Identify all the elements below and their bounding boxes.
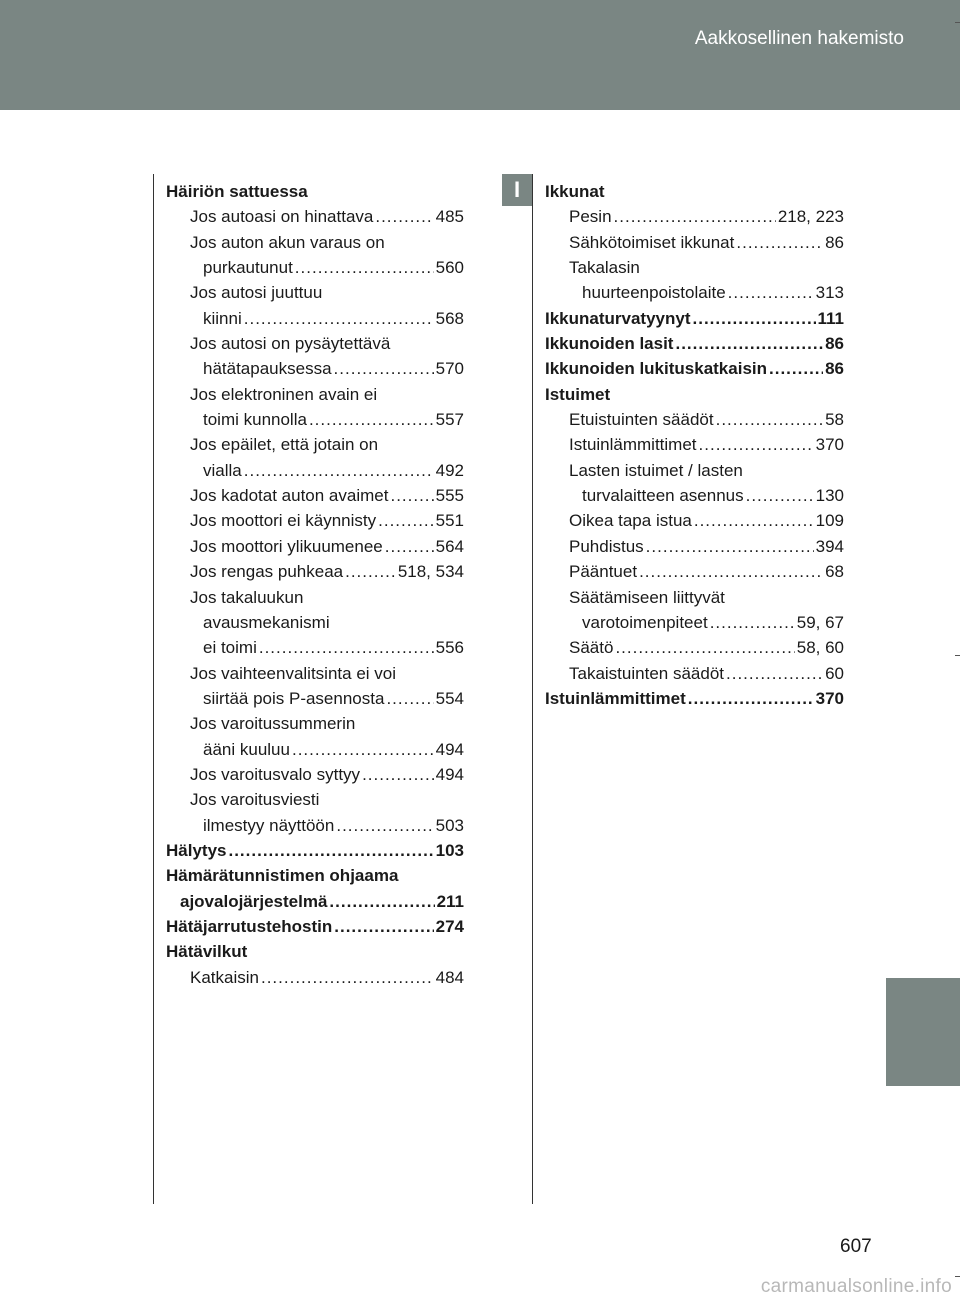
- index-entry-term: avausmekanismi: [203, 612, 330, 632]
- dot-leader: [726, 661, 823, 686]
- index-entry: [545, 610, 844, 635]
- index-entry: [545, 534, 844, 559]
- index-entry: [545, 483, 844, 508]
- index-entry: [166, 635, 464, 660]
- index-entry-term: Jos moottori ei käynnisty: [190, 511, 377, 531]
- index-entry: [545, 331, 844, 356]
- index-entry: [166, 559, 464, 584]
- crop-mark: [955, 655, 960, 656]
- dot-leader: [688, 686, 814, 711]
- index-entry-page: 58: [825, 410, 844, 430]
- index-entry-term: Jos vaihteenvalitsinta ei voi: [190, 663, 397, 683]
- dot-leader: [261, 965, 434, 990]
- dot-leader: [675, 331, 823, 356]
- dot-leader: [362, 762, 434, 787]
- index-entry-page: 111: [817, 308, 844, 328]
- index-entry-page: 518, 534: [397, 562, 464, 582]
- index-entry-term: Pääntuet: [569, 562, 638, 582]
- index-entry: [545, 458, 844, 483]
- index-entry: [545, 432, 844, 457]
- index-entry-page: 494: [435, 739, 464, 759]
- index-entry-term: Jos autoasi on hinattava: [190, 207, 374, 227]
- dot-leader: [345, 559, 396, 584]
- index-entry: [166, 458, 464, 483]
- dot-leader: [769, 356, 823, 381]
- index-entry: [166, 914, 464, 939]
- page-number: 607: [840, 1236, 872, 1257]
- index-entry: [166, 432, 464, 457]
- index-entry-page: 109: [815, 511, 844, 531]
- index-entry: [545, 585, 844, 610]
- index-entry-term: Jos takaluukun: [190, 587, 304, 607]
- index-entry-term: Ikkunoiden lasit: [545, 334, 674, 354]
- index-entry-page: 58, 60: [796, 638, 844, 658]
- dot-leader: [334, 914, 433, 939]
- index-entry: [166, 965, 464, 990]
- index-entry-term: Ikkunat: [545, 182, 605, 201]
- index-entry-term: Hämärätunnistimen ohjaama: [166, 866, 399, 886]
- index-entry-term: Istuinlämmittimet: [569, 435, 697, 455]
- index-entry: [545, 280, 844, 305]
- index-entry-term: Istuinlämmittimet: [545, 688, 686, 708]
- dot-leader: [694, 508, 814, 533]
- index-entry-page: 568: [435, 308, 464, 328]
- index-entry-page: 370: [815, 435, 844, 455]
- index-entry: [545, 382, 844, 407]
- column-rule-left: [153, 174, 154, 1204]
- index-entry-term: Jos rengas puhkeaa: [190, 562, 344, 582]
- index-entry-page: 556: [435, 638, 464, 658]
- index-entry-page: 503: [435, 815, 464, 835]
- index-entry-term: Etuistuinten säädöt: [569, 410, 714, 430]
- index-entry-page: 59, 67: [796, 612, 844, 632]
- index-entry-term: varotoimenpiteet: [582, 612, 708, 632]
- index-entry: [166, 306, 464, 331]
- index-entry-page: 492: [435, 460, 464, 480]
- index-entry: [545, 559, 844, 584]
- letter-tab: I: [502, 174, 532, 206]
- index-entry-page: 68: [825, 562, 844, 582]
- index-entry-term: Oikea tapa istua: [569, 511, 692, 531]
- index-entry: [166, 762, 464, 787]
- column-rule-middle: [532, 174, 533, 1204]
- index-entry-term: Häiriön sattuessa: [166, 182, 308, 201]
- index-entry-term: Jos auton akun varaus on: [190, 232, 385, 252]
- index-entry: [545, 204, 844, 229]
- dot-leader: [334, 356, 434, 381]
- index-entry-term: purkautunut: [203, 258, 293, 278]
- index-entry-term: ei toimi: [203, 638, 257, 658]
- dot-leader: [386, 686, 433, 711]
- index-entry: [166, 610, 464, 635]
- dot-leader: [728, 280, 814, 305]
- index-entry: [166, 331, 464, 356]
- index-entry: [166, 737, 464, 762]
- index-entry-term: Jos kadotat auton avaimet: [190, 486, 389, 506]
- index-entry-page: 555: [435, 486, 464, 506]
- index-entry-page: 554: [435, 688, 464, 708]
- dot-leader: [259, 635, 434, 660]
- index-entry-term: hätätapauksessa: [203, 359, 332, 379]
- dot-leader: [615, 635, 794, 660]
- dot-leader: [710, 610, 795, 635]
- index-entry-term: Hälytys: [166, 840, 227, 860]
- index-entry-page: 394: [815, 536, 844, 556]
- index-entry-page: 370: [815, 688, 844, 708]
- dot-leader: [375, 204, 433, 229]
- dot-leader: [614, 204, 776, 229]
- index-entry-term: huurteenpoistolaite: [582, 283, 726, 303]
- dot-leader: [228, 838, 433, 863]
- index-entry-term: ilmestyy näyttöön: [203, 815, 335, 835]
- index-entry: [166, 508, 464, 533]
- index-entry: [166, 255, 464, 280]
- index-entry-term: ääni kuuluu: [203, 739, 290, 759]
- index-entry: [545, 686, 844, 711]
- index-entry-term: vialla: [203, 460, 242, 480]
- dot-leader: [244, 458, 434, 483]
- index-entry-term: Jos epäilet, että jotain on: [190, 435, 379, 455]
- index-entry-page: 551: [435, 511, 464, 531]
- index-entry: [166, 280, 464, 305]
- index-entry: [166, 382, 464, 407]
- index-column-left: [166, 179, 464, 990]
- index-entry: [545, 179, 844, 204]
- index-entry-page: 60: [825, 663, 844, 683]
- index-entry-term: Ikkunaturvatyynyt: [545, 308, 691, 328]
- index-entry: [166, 686, 464, 711]
- index-entry: [166, 889, 464, 914]
- dot-leader: [699, 432, 814, 457]
- crop-mark: [955, 22, 960, 23]
- index-entry: [545, 635, 844, 660]
- index-entry-term: Jos autosi juuttuu: [190, 283, 323, 303]
- dot-leader: [329, 889, 434, 914]
- chapter-side-tab: [886, 978, 960, 1086]
- index-entry: [545, 661, 844, 686]
- index-entry-term: Ikkunoiden lukituskatkaisin: [545, 359, 768, 379]
- index-entry: [166, 711, 464, 736]
- watermark: carmanualsonline.info: [760, 1276, 952, 1297]
- dot-leader: [693, 306, 816, 331]
- index-entry-term: turvalaitteen asennus: [582, 486, 744, 506]
- dot-leader: [746, 483, 814, 508]
- section-title: Aakkosellinen hakemisto: [694, 28, 904, 49]
- dot-leader: [378, 508, 433, 533]
- dot-leader: [736, 230, 823, 255]
- index-entry-page: 557: [435, 410, 464, 430]
- index-entry-term: Jos autosi on pysäytettävä: [190, 334, 391, 354]
- index-entry: [166, 230, 464, 255]
- index-entry-term: Jos moottori ylikuumenee: [190, 536, 383, 556]
- index-entry: [545, 508, 844, 533]
- index-entry-page: 313: [815, 283, 844, 303]
- dot-leader: [244, 306, 434, 331]
- index-entry-page: 211: [436, 891, 464, 911]
- dot-leader: [639, 559, 823, 584]
- index-entry-page: 218, 223: [777, 207, 844, 227]
- index-entry: [166, 179, 464, 204]
- dot-leader: [292, 737, 434, 762]
- dot-leader: [716, 407, 823, 432]
- index-entry-term: Istuimet: [545, 384, 611, 404]
- index-entry: [545, 407, 844, 432]
- index-entry-page: 484: [435, 967, 464, 987]
- index-entry: [545, 356, 844, 381]
- index-entry: [166, 407, 464, 432]
- index-entry-page: 86: [825, 334, 844, 354]
- index-entry-term: Jos varoitussummerin: [190, 714, 356, 734]
- index-entry-page: 86: [825, 232, 844, 252]
- index-entry: [545, 230, 844, 255]
- index-entry-term: Takalasin: [569, 258, 640, 278]
- index-entry-page: 86: [825, 359, 844, 379]
- index-entry-page: 560: [435, 258, 464, 278]
- index-entry-term: Lasten istuimet / lasten: [569, 460, 743, 480]
- index-entry: [545, 255, 844, 280]
- header-band: [0, 0, 960, 110]
- index-entry-term: Jos varoitusviesti: [190, 790, 320, 810]
- index-entry: [166, 787, 464, 812]
- index-entry-term: Sähkötoimiset ikkunat: [569, 232, 735, 252]
- index-entry-page: 494: [435, 764, 464, 784]
- index-entry-term: Säätämiseen liittyvät: [569, 587, 725, 607]
- index-entry-term: Säätö: [569, 638, 614, 658]
- index-entry-term: siirtää pois P-asennosta: [203, 688, 385, 708]
- index-entry: [166, 585, 464, 610]
- index-entry: [166, 661, 464, 686]
- index-entry: [545, 306, 844, 331]
- index-entry-term: Takaistuinten säädöt: [569, 663, 724, 683]
- index-entry-term: Katkaisin: [190, 967, 259, 987]
- index-entry: [166, 863, 464, 888]
- index-entry-page: 103: [435, 840, 464, 860]
- index-entry-page: 485: [435, 207, 464, 227]
- dot-leader: [385, 534, 434, 559]
- index-entry-page: 564: [435, 536, 464, 556]
- index-entry: [166, 813, 464, 838]
- index-entry-page: 274: [435, 916, 464, 936]
- index-entry-term: ajovalojärjestelmä: [180, 891, 328, 911]
- index-entry: [166, 204, 464, 229]
- index-column-right: [545, 179, 844, 711]
- index-entry-page: 130: [815, 486, 844, 506]
- index-entry: [166, 483, 464, 508]
- index-entry-page: 570: [435, 359, 464, 379]
- index-entry-term: Hätävilkut: [166, 942, 248, 962]
- index-entry-term: Pesin: [569, 207, 612, 227]
- index-entry: [166, 534, 464, 559]
- index-entry: [166, 838, 464, 863]
- index-entry-term: Jos elektroninen avain ei: [190, 384, 378, 404]
- dot-leader: [336, 813, 433, 838]
- index-entry: [166, 939, 464, 964]
- dot-leader: [295, 255, 434, 280]
- dot-leader: [309, 407, 434, 432]
- index-entry-term: kiinni: [203, 308, 242, 328]
- dot-leader: [390, 483, 433, 508]
- index-entry-term: Jos varoitusvalo syttyy: [190, 764, 361, 784]
- index-entry-term: Puhdistus: [569, 536, 644, 556]
- index-entry-term: Hätäjarrutustehostin: [166, 916, 333, 936]
- crop-mark: [955, 1276, 960, 1277]
- index-entry: [166, 356, 464, 381]
- index-entry-term: toimi kunnolla: [203, 410, 307, 430]
- dot-leader: [646, 534, 814, 559]
